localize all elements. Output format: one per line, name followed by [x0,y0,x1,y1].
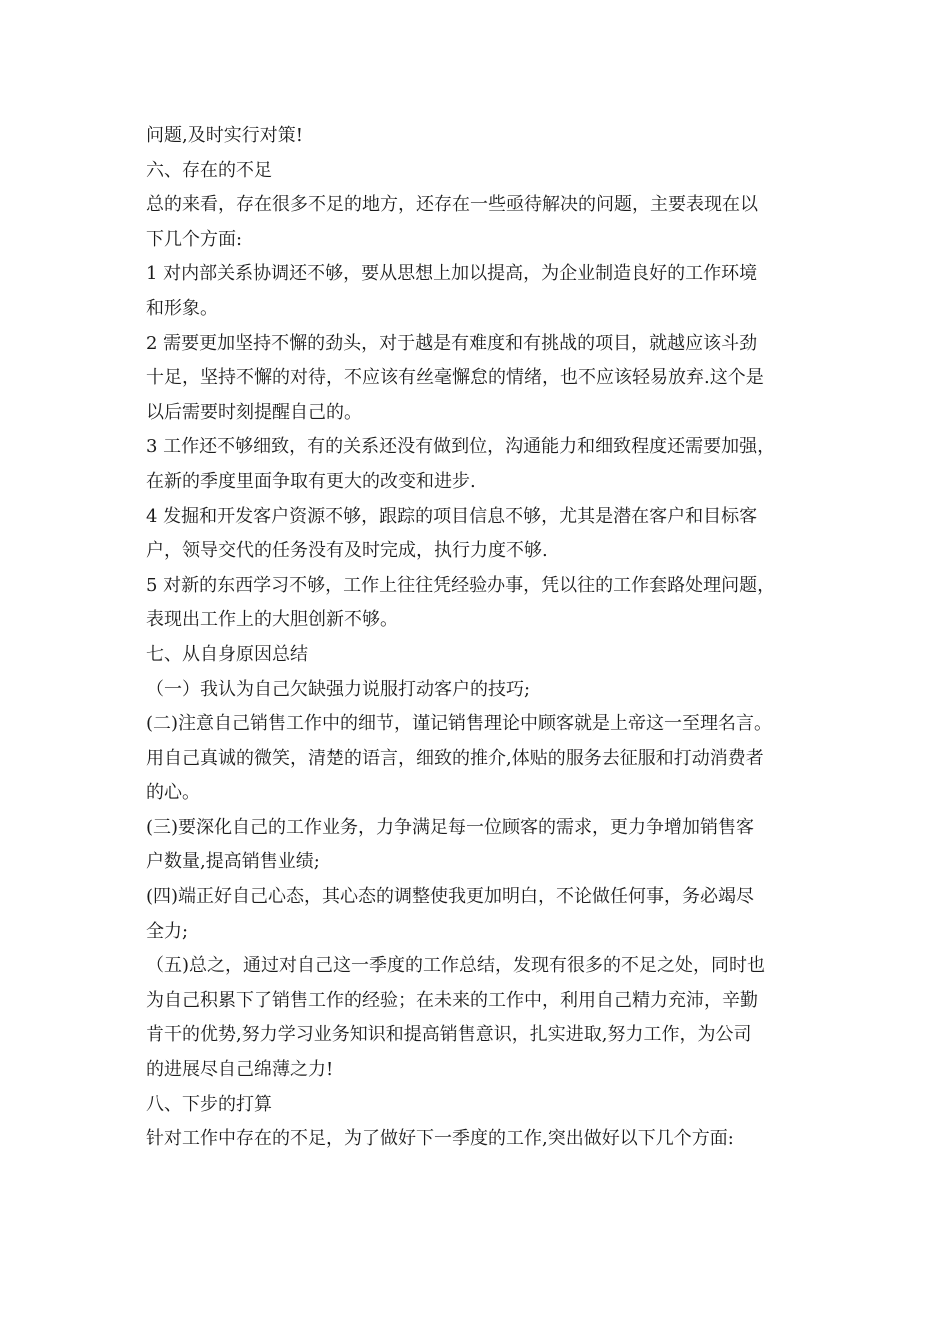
text-line: 的进展尽自己绵薄之力! [146,1059,334,1081]
text-line: 5 对新的东西学习不够，工作上往往凭经验办事，凭以往的工作套路处理问题， [146,574,776,596]
text-line: 针对工作中存在的不足，为了做好下一季度的工作,突出做好以下几个方面: [146,1128,734,1150]
text-line: 下几个方面: [146,228,243,250]
text-line: 3 工作还不够细致，有的关系还没有做到位，沟通能力和细致程度还需要加强， [146,436,776,458]
text-line: 全力; [146,920,189,942]
text-line: 在新的季度里面争取有更大的改变和进步. [146,470,476,492]
text-line: 总的来看，存在很多不足的地方，还存在一些亟待解决的问题，主要表现在以 [146,194,758,216]
text-line: (三)要深化自己的工作业务，力争满足每一位顾客的需求，更力争增加销售客 [146,816,755,838]
text-line: 1 对内部关系协调还不够，要从思想上加以提高，为企业制造良好的工作环境 [146,263,758,285]
text-line: 的心。 [146,782,200,804]
text-line: 为自己积累下了销售工作的经验；在未来的工作中，利用自己精力充沛，辛勤 [146,989,758,1011]
text-line: 户数量,提高销售业绩; [146,851,320,873]
text-line: 2 需要更加坚持不懈的劲头，对于越是有难度和有挑战的项目，就越应该斗劲 [146,332,758,354]
text-line: 4 发掘和开发客户资源不够，跟踪的项目信息不够，尤其是潜在客户和目标客 [146,505,758,527]
section-heading-6: 六、存在的不足 [146,159,272,181]
text-line: 户，领导交代的任务没有及时完成，执行力度不够. [146,540,548,562]
text-line: (四)端正好自己心态，其心态的调整使我更加明白，不论做任何事，务必竭尽 [146,886,755,908]
text-line: 用自己真诚的微笑，清楚的语言，细致的推介,体贴的服务去征服和打动消费者 [146,747,764,769]
text-line: 表现出工作上的大胆创新不够。 [146,609,398,631]
text-line: 十足，坚持不懈的对待，不应该有丝毫懈怠的情绪，也不应该轻易放弃.这个是 [146,367,764,389]
text-line: 和形象。 [146,297,218,319]
section-heading-8: 八、下步的打算 [146,1093,272,1115]
text-line: 肯干的优势,努力学习业务知识和提高销售意识，扎实进取,努力工作，为公司 [146,1024,752,1046]
text-line: 问题,及时实行对策! [146,125,303,146]
section-heading-7: 七、从自身原因总结 [146,643,308,665]
text-line: (二)注意自己销售工作中的细节，谨记销售理论中顾客就是上帝这一至理名言。 [146,713,773,735]
text-line: （一）我认为自己欠缺强力说服打动客户的技巧; [146,678,531,700]
text-line: 以后需要时刻提醒自己的。 [146,401,362,423]
text-line: （五)总之，通过对自己这一季度的工作总结，发现有很多的不足之处，同时也 [146,955,766,977]
document-body [146,119,826,1157]
